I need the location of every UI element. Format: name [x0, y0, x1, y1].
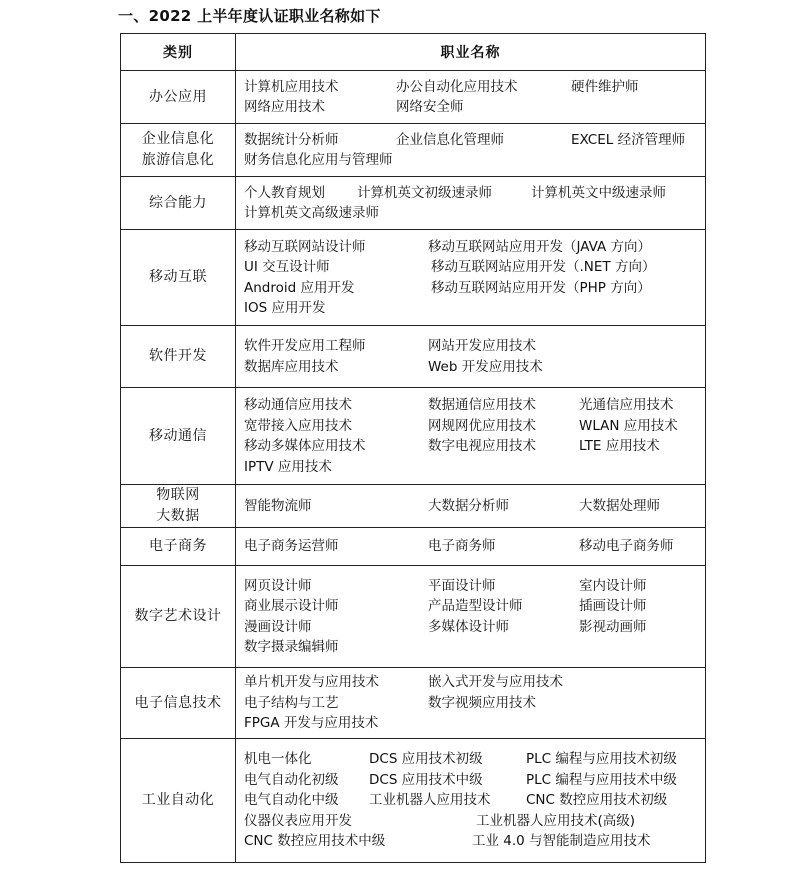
occupation-line — [236, 770, 705, 791]
category-cell — [121, 739, 236, 863]
occupation-name: IPTV 应用技术 — [244, 458, 332, 475]
table-row — [121, 326, 706, 388]
occupation-name: 计算机应用技术 — [244, 78, 339, 95]
occupation-name: 宽带接入应用技术 — [244, 417, 352, 434]
occupation-name: 数据库应用技术 — [244, 358, 339, 375]
occupation-name: 移动通信应用技术 — [244, 397, 352, 413]
occupation-name: PLC 编程与应用技术中级 — [526, 771, 677, 788]
occupation-cell — [236, 326, 706, 388]
occupation-cell — [236, 485, 706, 528]
occupation-name: 机电一体化 — [244, 751, 312, 768]
occupation-name: FPGA 开发与应用技术 — [244, 715, 379, 732]
table-row — [121, 230, 706, 326]
occupation-name: 室内设计师 — [579, 577, 647, 594]
occupation-line — [236, 357, 705, 378]
occupation-line — [236, 790, 705, 811]
category-cell — [121, 566, 236, 668]
occupation-name: 移动电子商务师 — [579, 538, 674, 555]
table-header-row — [121, 34, 706, 71]
category-label: 办公应用 — [149, 88, 207, 105]
table-row — [121, 177, 706, 230]
section-heading: 一、2022 上半年度认证职业名称如下 — [118, 7, 381, 25]
occupation-name: 企业信息化管理师 — [396, 131, 504, 148]
occupation-name: 软件开发应用工程师 — [244, 338, 366, 354]
category-cell — [121, 485, 236, 528]
occupation-line — [236, 278, 705, 299]
occupation-name: 移动多媒体应用技术 — [244, 438, 366, 454]
occupation-line — [236, 130, 705, 151]
occupation-line — [236, 596, 705, 617]
category-label: 电子商务 — [149, 538, 207, 554]
occupation-line — [236, 298, 705, 319]
occupation-name: 插画设计师 — [579, 598, 647, 614]
occupation-line — [236, 150, 705, 171]
occupation-name: 计算机英文初级速录师 — [357, 184, 492, 201]
occupation-name: 数字视频应用技术 — [428, 694, 536, 711]
occupation-name: 个人教育规划 — [244, 184, 325, 201]
category-cell — [121, 230, 236, 326]
occupation-name: 数字电视应用技术 — [428, 438, 536, 454]
occupation-name: PLC 编程与应用技术初级 — [526, 751, 677, 768]
occupation-line — [236, 713, 705, 734]
table-row — [121, 566, 706, 668]
occupation-line — [236, 637, 705, 658]
occupation-line — [236, 693, 705, 714]
category-label: 移动互联 — [149, 269, 207, 285]
table-row — [121, 71, 706, 124]
category-cell — [121, 388, 236, 485]
occupation-name: LTE 应用技术 — [579, 438, 660, 454]
occupation-line — [236, 749, 705, 770]
occupation-cell — [236, 739, 706, 863]
occupation-cell — [236, 230, 706, 326]
occupation-name: 硬件维护师 — [571, 78, 639, 95]
occupation-name: UI 交互设计师 — [244, 259, 330, 275]
occupation-name: 仪器仪表应用开发 — [244, 812, 352, 829]
occupation-name: 大数据分析师 — [428, 497, 509, 514]
occupation-line — [236, 496, 705, 517]
occupation-cell — [236, 668, 706, 739]
header-category: 类别 — [121, 34, 236, 71]
occupation-name: 漫画设计师 — [244, 618, 312, 635]
occupation-name: 工业 4.0 与智能制造应用技术 — [472, 833, 651, 850]
table-row — [121, 739, 706, 863]
occupation-line — [236, 831, 705, 852]
occupation-name: 网络应用技术 — [244, 99, 325, 115]
occupation-name: DCS 应用技术中级 — [369, 771, 483, 788]
occupation-name: 移动互联网站应用开发（.NET 方向） — [431, 259, 656, 275]
occupation-line — [236, 77, 705, 98]
occupation-line — [236, 257, 705, 278]
occupation-cell — [236, 124, 706, 177]
table-body — [121, 71, 706, 863]
occupation-name: 移动互联网站应用开发（JAVA 方向） — [428, 238, 652, 255]
occupation-name: 电气自动化中级 — [244, 792, 339, 809]
table-row — [121, 668, 706, 739]
occupation-line — [236, 811, 705, 832]
occupation-name: 单片机开发与应用技术 — [244, 674, 379, 691]
occupation-cell — [236, 388, 706, 485]
occupation-name: 数据统计分析师 — [244, 131, 339, 148]
occupation-cell — [236, 566, 706, 668]
category-cell — [121, 326, 236, 388]
occupation-name: CNC 数控应用技术中级 — [244, 833, 386, 850]
category-label: 移动通信 — [149, 427, 207, 444]
occupation-line — [236, 395, 705, 416]
category-label: 物联网 — [156, 487, 200, 503]
occupation-name: 网络安全师 — [396, 99, 464, 115]
occupation-name: 数据通信应用技术 — [428, 397, 536, 413]
occupation-name: Web 开发应用技术 — [428, 358, 543, 375]
occupation-name: 电子商务运营师 — [244, 538, 339, 555]
occupation-name: IOS 应用开发 — [244, 300, 326, 316]
table-row — [121, 485, 706, 528]
occupation-line — [236, 237, 705, 258]
occupation-name: 移动互联网站设计师 — [244, 238, 366, 255]
table-row — [121, 124, 706, 177]
occupation-name: 大数据处理师 — [579, 497, 660, 514]
occupation-cell — [236, 528, 706, 566]
occupation-name: 平面设计师 — [428, 577, 496, 594]
occupation-name: 产品造型设计师 — [428, 598, 523, 614]
occupation-name: 网站开发应用技术 — [428, 338, 536, 354]
occupation-name: 电气自动化初级 — [244, 771, 339, 788]
occupation-name: 光通信应用技术 — [579, 397, 674, 413]
occupation-line — [236, 336, 705, 357]
category-cell — [121, 668, 236, 739]
occupation-name: DCS 应用技术初级 — [369, 751, 483, 768]
occupation-line — [236, 436, 705, 457]
category-label: 企业信息化 — [141, 131, 215, 147]
occupation-name: 财务信息化应用与管理师 — [244, 152, 393, 168]
occupation-name: 计算机英文中级速录师 — [531, 184, 666, 201]
occupation-name: 网规网优应用技术 — [428, 417, 536, 434]
header-occupation: 职业名称 — [236, 34, 706, 71]
occupation-name: 数字摄录编辑师 — [244, 639, 339, 655]
occupation-line — [236, 97, 705, 118]
occupation-name: 工业机器人应用技术 — [369, 792, 491, 809]
occupation-name: 电子商务师 — [428, 538, 496, 555]
occupation-name: 多媒体设计师 — [428, 618, 509, 635]
table-row — [121, 388, 706, 485]
table-row — [121, 528, 706, 566]
occupation-name: 智能物流师 — [244, 497, 312, 514]
occupation-cell — [236, 71, 706, 124]
occupation-name: 影视动画师 — [579, 618, 647, 635]
occupation-name: 办公自动化应用技术 — [396, 78, 518, 95]
occupation-name: Android 应用开发 — [244, 279, 355, 296]
occupation-name: 计算机英文高级速录师 — [244, 205, 379, 221]
category-label: 旅游信息化 — [141, 152, 215, 168]
occupation-name: 网页设计师 — [244, 577, 312, 594]
occupation-name: 嵌入式开发与应用技术 — [428, 674, 563, 691]
category-label: 工业自动化 — [141, 792, 215, 808]
occupation-name: 电子结构与工艺 — [244, 694, 339, 711]
category-label: 大数据 — [156, 508, 200, 524]
occupation-line — [236, 183, 705, 204]
category-label: 软件开发 — [149, 348, 207, 364]
occupation-line — [236, 576, 705, 597]
category-label: 综合能力 — [149, 194, 207, 211]
occupation-line — [236, 203, 705, 224]
occupation-name: 商业展示设计师 — [244, 598, 339, 614]
occupation-line — [236, 617, 705, 638]
occupation-line — [236, 536, 705, 557]
occupation-table — [120, 33, 706, 863]
category-label: 电子信息技术 — [134, 694, 222, 711]
occupation-cell — [236, 177, 706, 230]
occupation-name: CNC 数控应用技术初级 — [526, 792, 668, 809]
occupation-line — [236, 416, 705, 437]
category-cell — [121, 124, 236, 177]
occupation-name: 工业机器人应用技术(高级) — [476, 812, 636, 829]
category-cell — [121, 177, 236, 230]
category-cell — [121, 71, 236, 124]
occupation-name: EXCEL 经济管理师 — [571, 131, 686, 148]
occupation-line — [236, 457, 705, 478]
category-cell — [121, 528, 236, 566]
category-label: 数字艺术设计 — [134, 608, 222, 624]
occupation-name: 移动互联网站应用开发（PHP 方向） — [431, 279, 651, 296]
occupation-name: WLAN 应用技术 — [579, 417, 678, 434]
occupation-line — [236, 672, 705, 693]
